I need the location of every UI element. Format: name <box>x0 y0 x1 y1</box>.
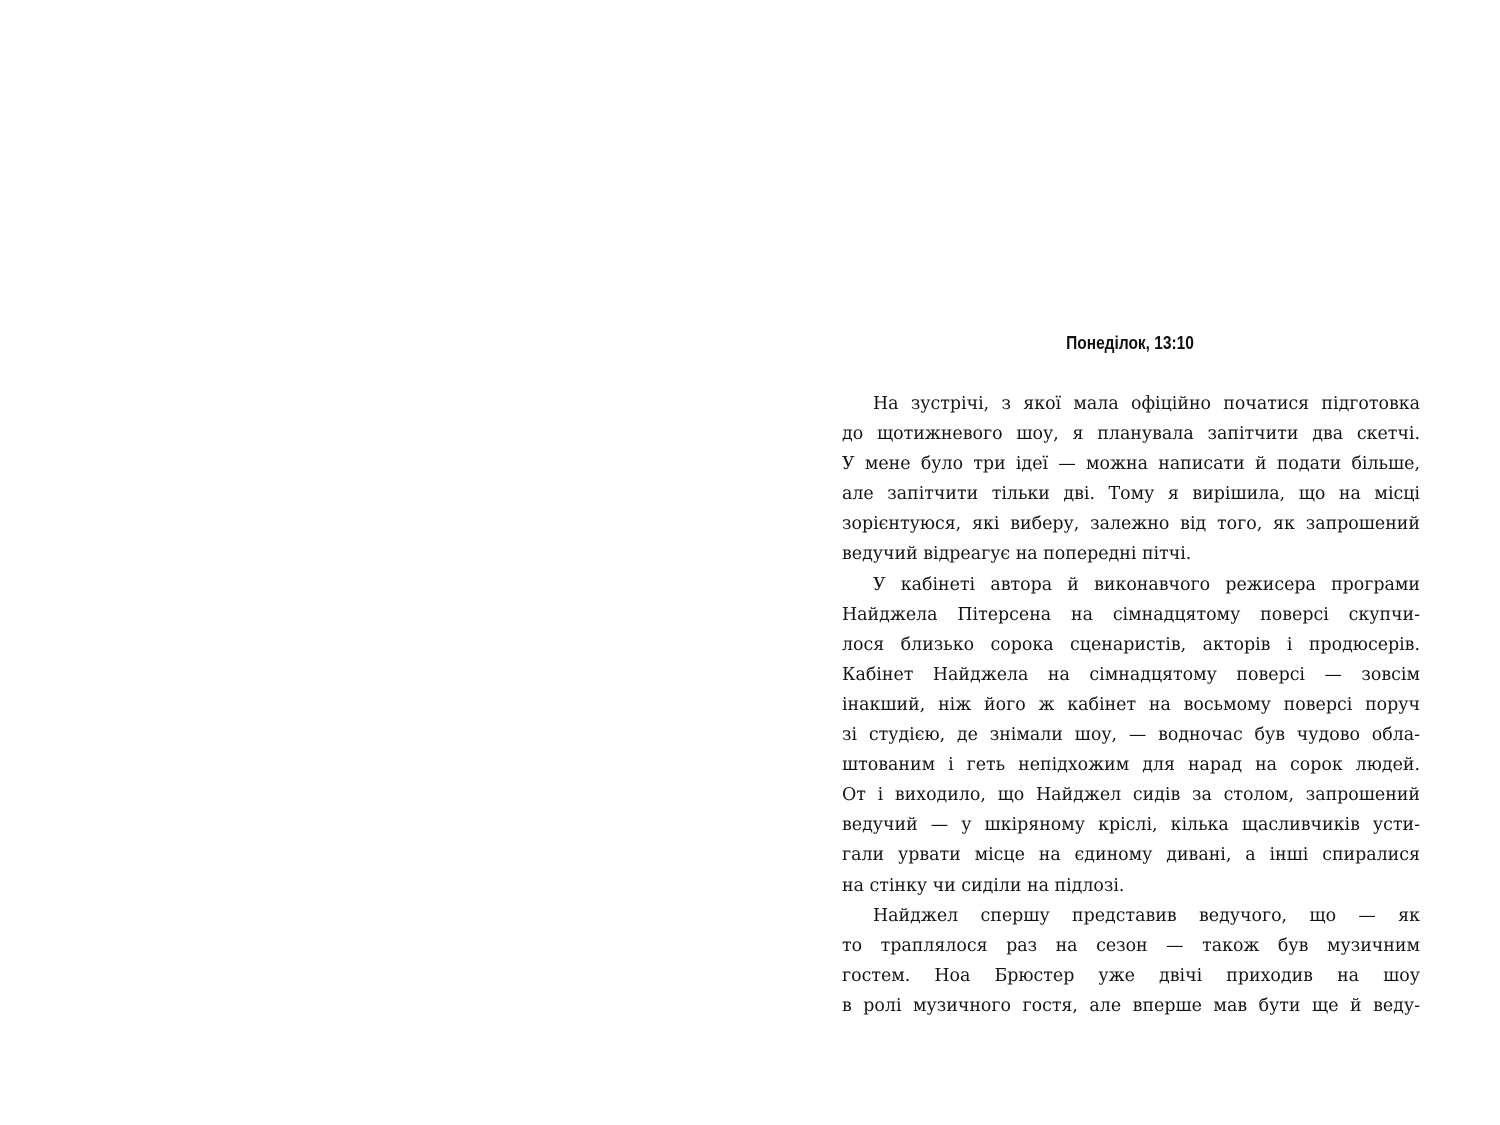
text-line: Найджел спершу представив ведучого, що — як <box>873 905 1420 926</box>
text-line: але запітчити тільки дві. Тому я вирішила, що на місці <box>842 484 1420 505</box>
text-line: інакший, ніж його ж кабінет на восьмому поверсі поруч <box>842 694 1420 715</box>
text-line: ведучий відреагує на попередні пітчі. <box>842 544 1192 565</box>
text-line: гостем. Ноа Брюстер уже двічі приходив на шоу <box>842 965 1420 986</box>
text-line: в ролі музичного гостя, але вперше мав бути ще й веду- <box>842 995 1420 1016</box>
text-line: Кабінет Найджела на сімнадцятому поверсі — зовсім <box>842 664 1420 685</box>
text-line: лося близько сорока сценаристів, акторів і продюсерів. <box>842 634 1420 655</box>
text-line: гали урвати місце на єдиному дивані, а інші спиралися <box>842 845 1420 866</box>
text-line: штованим і геть непідхожим для нарад на сорок людей. <box>842 755 1420 776</box>
body-text <box>842 389 1420 1021</box>
text-line: зорієнтуюся, які виберу, залежно від того, як запрошений <box>842 514 1420 535</box>
text-line: зі студією, де знімали шоу, — водночас був чудово обла- <box>842 725 1420 746</box>
text-line: на стінку чи сиділи на підлозі. <box>842 875 1125 896</box>
chapter-heading: Понеділок, 13:10 <box>1066 333 1194 353</box>
text-line: У кабінеті автора й виконавчого режисера програми <box>873 574 1420 595</box>
text-line: ведучий — у шкіряному кріслі, кілька щасливчиків усти- <box>842 815 1420 836</box>
text-line: до щотижневого шоу, я планувала запітчити два скетчі. <box>842 424 1420 445</box>
text-line: На зустрічі, з якої мала офіційно початися підготовка <box>873 394 1420 414</box>
text-line: От і виходило, що Найджел сидів за столом, запрошений <box>842 785 1420 806</box>
text-line: Найджела Пітерсена на сімнадцятому поверсі скупчи- <box>842 604 1420 625</box>
text-line: У мене було три ідеї — можна написати й подати більше, <box>842 454 1420 475</box>
text-line: то траплялося раз на сезон — також був музичним <box>842 935 1420 956</box>
